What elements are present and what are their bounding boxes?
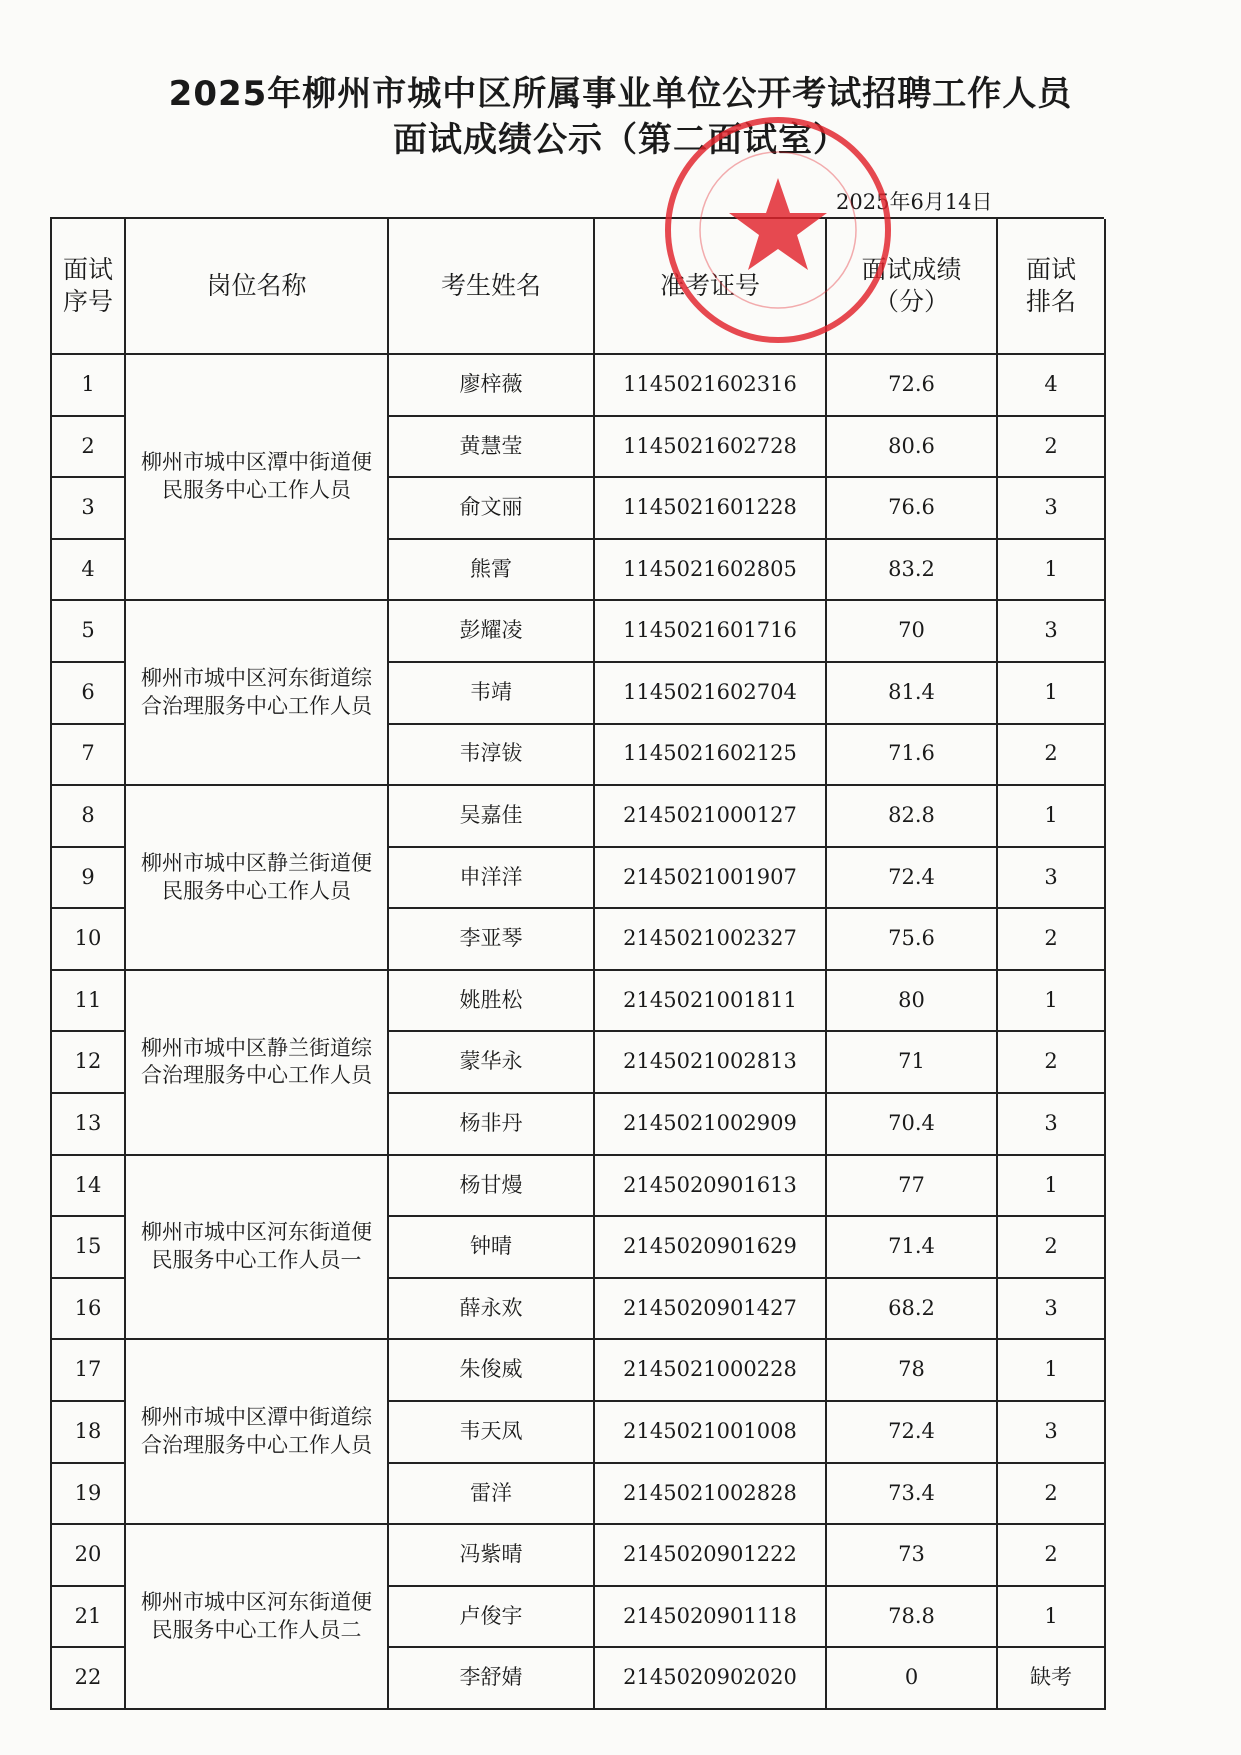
name-cell: 俞文丽 xyxy=(389,478,595,540)
position-cell: 柳州市城中区河东街道综合治理服务中心工作人员 xyxy=(126,601,389,786)
score-cell: 70 xyxy=(827,601,998,663)
rank-cell: 4 xyxy=(998,355,1106,417)
seq-cell: 10 xyxy=(52,909,126,971)
header-rank: 面试 排名 xyxy=(998,219,1106,355)
ticket-cell: 2145021000228 xyxy=(595,1340,827,1402)
header-seq: 面试 序号 xyxy=(52,219,126,355)
ticket-cell: 2145021001811 xyxy=(595,971,827,1033)
seq-cell: 12 xyxy=(52,1032,126,1094)
ticket-cell: 1145021601716 xyxy=(595,601,827,663)
ticket-cell: 2145021000127 xyxy=(595,786,827,848)
results-table xyxy=(50,217,1104,1710)
rank-cell: 1 xyxy=(998,540,1106,602)
seq-cell: 9 xyxy=(52,848,126,910)
rank-cell: 1 xyxy=(998,1340,1106,1402)
name-cell: 李亚琴 xyxy=(389,909,595,971)
rank-cell: 3 xyxy=(998,1094,1106,1156)
ticket-cell: 2145021002327 xyxy=(595,909,827,971)
seq-cell: 13 xyxy=(52,1094,126,1156)
seq-cell: 22 xyxy=(52,1648,126,1710)
name-cell: 彭耀凌 xyxy=(389,601,595,663)
name-cell: 韦淳钹 xyxy=(389,725,595,787)
ticket-cell: 1145021602125 xyxy=(595,725,827,787)
name-cell: 熊霄 xyxy=(389,540,595,602)
rank-cell: 2 xyxy=(998,1032,1106,1094)
score-cell: 80.6 xyxy=(827,417,998,479)
seq-cell: 16 xyxy=(52,1279,126,1341)
ticket-cell: 2145021001907 xyxy=(595,848,827,910)
seq-cell: 21 xyxy=(52,1587,126,1649)
rank-cell: 2 xyxy=(998,417,1106,479)
ticket-cell: 2145020901613 xyxy=(595,1156,827,1218)
document-title-line1: 2025年柳州市城中区所属事业单位公开考试招聘工作人员 xyxy=(168,74,1073,114)
rank-cell: 1 xyxy=(998,1156,1106,1218)
ticket-cell: 1145021602805 xyxy=(595,540,827,602)
header-name: 考生姓名 xyxy=(389,219,595,355)
name-cell: 韦靖 xyxy=(389,663,595,725)
score-cell: 71.6 xyxy=(827,725,998,787)
name-cell: 雷洋 xyxy=(389,1464,595,1526)
ticket-cell: 2145021002909 xyxy=(595,1094,827,1156)
score-cell: 73 xyxy=(827,1525,998,1587)
rank-cell: 3 xyxy=(998,601,1106,663)
seq-cell: 4 xyxy=(52,540,126,602)
ticket-cell: 1145021602316 xyxy=(595,355,827,417)
seq-cell: 17 xyxy=(52,1340,126,1402)
score-cell: 72.4 xyxy=(827,848,998,910)
rank-cell: 缺考 xyxy=(998,1648,1106,1710)
header-ticket: 准考证号 xyxy=(595,219,827,355)
rank-cell: 2 xyxy=(998,1464,1106,1526)
score-cell: 75.6 xyxy=(827,909,998,971)
name-cell: 姚胜松 xyxy=(389,971,595,1033)
seq-cell: 5 xyxy=(52,601,126,663)
ticket-cell: 2145021001008 xyxy=(595,1402,827,1464)
document-title-line2: 面试成绩公示（第二面试室） xyxy=(393,120,848,160)
rank-cell: 3 xyxy=(998,848,1106,910)
ticket-cell: 2145020901222 xyxy=(595,1525,827,1587)
rank-cell: 1 xyxy=(998,971,1106,1033)
name-cell: 李舒婧 xyxy=(389,1648,595,1710)
name-cell: 钟晴 xyxy=(389,1217,595,1279)
seq-cell: 11 xyxy=(52,971,126,1033)
name-cell: 韦天凤 xyxy=(389,1402,595,1464)
rank-cell: 1 xyxy=(998,786,1106,848)
score-cell: 70.4 xyxy=(827,1094,998,1156)
ticket-cell: 1145021602704 xyxy=(595,663,827,725)
score-cell: 78 xyxy=(827,1340,998,1402)
position-cell: 柳州市城中区潭中街道便民服务中心工作人员 xyxy=(126,355,389,601)
seq-cell: 6 xyxy=(52,663,126,725)
seq-cell: 8 xyxy=(52,786,126,848)
score-cell: 76.6 xyxy=(827,478,998,540)
score-cell: 83.2 xyxy=(827,540,998,602)
ticket-cell: 2145020901427 xyxy=(595,1279,827,1341)
rank-cell: 2 xyxy=(998,1525,1106,1587)
score-cell: 82.8 xyxy=(827,786,998,848)
seq-cell: 7 xyxy=(52,725,126,787)
rank-cell: 3 xyxy=(998,478,1106,540)
position-cell: 柳州市城中区静兰街道综合治理服务中心工作人员 xyxy=(126,971,389,1156)
score-cell: 68.2 xyxy=(827,1279,998,1341)
ticket-cell: 1145021601228 xyxy=(595,478,827,540)
ticket-cell: 1145021602728 xyxy=(595,417,827,479)
score-cell: 0 xyxy=(827,1648,998,1710)
rank-cell: 1 xyxy=(998,663,1106,725)
score-cell: 77 xyxy=(827,1156,998,1218)
score-cell: 78.8 xyxy=(827,1587,998,1649)
name-cell: 黄慧莹 xyxy=(389,417,595,479)
name-cell: 杨非丹 xyxy=(389,1094,595,1156)
name-cell: 朱俊威 xyxy=(389,1340,595,1402)
score-cell: 72.4 xyxy=(827,1402,998,1464)
header-score: 面试成绩 （分） xyxy=(827,219,998,355)
name-cell: 蒙华永 xyxy=(389,1032,595,1094)
score-cell: 80 xyxy=(827,971,998,1033)
score-cell: 71 xyxy=(827,1032,998,1094)
seq-cell: 15 xyxy=(52,1217,126,1279)
rank-cell: 2 xyxy=(998,725,1106,787)
position-cell: 柳州市城中区静兰街道便民服务中心工作人员 xyxy=(126,786,389,971)
position-cell: 柳州市城中区潭中街道综合治理服务中心工作人员 xyxy=(126,1340,389,1525)
seq-cell: 18 xyxy=(52,1402,126,1464)
name-cell: 杨甘熳 xyxy=(389,1156,595,1218)
position-cell: 柳州市城中区河东街道便民服务中心工作人员一 xyxy=(126,1156,389,1341)
position-cell: 柳州市城中区河东街道便民服务中心工作人员二 xyxy=(126,1525,389,1710)
rank-cell: 1 xyxy=(998,1587,1106,1649)
score-cell: 71.4 xyxy=(827,1217,998,1279)
name-cell: 薛永欢 xyxy=(389,1279,595,1341)
seq-cell: 14 xyxy=(52,1156,126,1218)
header-position: 岗位名称 xyxy=(126,219,389,355)
seq-cell: 20 xyxy=(52,1525,126,1587)
name-cell: 吴嘉佳 xyxy=(389,786,595,848)
score-cell: 73.4 xyxy=(827,1464,998,1526)
ticket-cell: 2145021002813 xyxy=(595,1032,827,1094)
seq-cell: 3 xyxy=(52,478,126,540)
seq-cell: 1 xyxy=(52,355,126,417)
rank-cell: 2 xyxy=(998,1217,1106,1279)
seq-cell: 19 xyxy=(52,1464,126,1526)
name-cell: 廖梓薇 xyxy=(389,355,595,417)
score-cell: 72.6 xyxy=(827,355,998,417)
rank-cell: 2 xyxy=(998,909,1106,971)
rank-cell: 3 xyxy=(998,1279,1106,1341)
ticket-cell: 2145020901629 xyxy=(595,1217,827,1279)
name-cell: 卢俊宇 xyxy=(389,1587,595,1649)
ticket-cell: 2145020901118 xyxy=(595,1587,827,1649)
ticket-cell: 2145021002828 xyxy=(595,1464,827,1526)
publication-date: 2025年6月14日 xyxy=(836,190,993,214)
ticket-cell: 2145020902020 xyxy=(595,1648,827,1710)
rank-cell: 3 xyxy=(998,1402,1106,1464)
seq-cell: 2 xyxy=(52,417,126,479)
score-cell: 81.4 xyxy=(827,663,998,725)
name-cell: 申洋洋 xyxy=(389,848,595,910)
name-cell: 冯紫晴 xyxy=(389,1525,595,1587)
